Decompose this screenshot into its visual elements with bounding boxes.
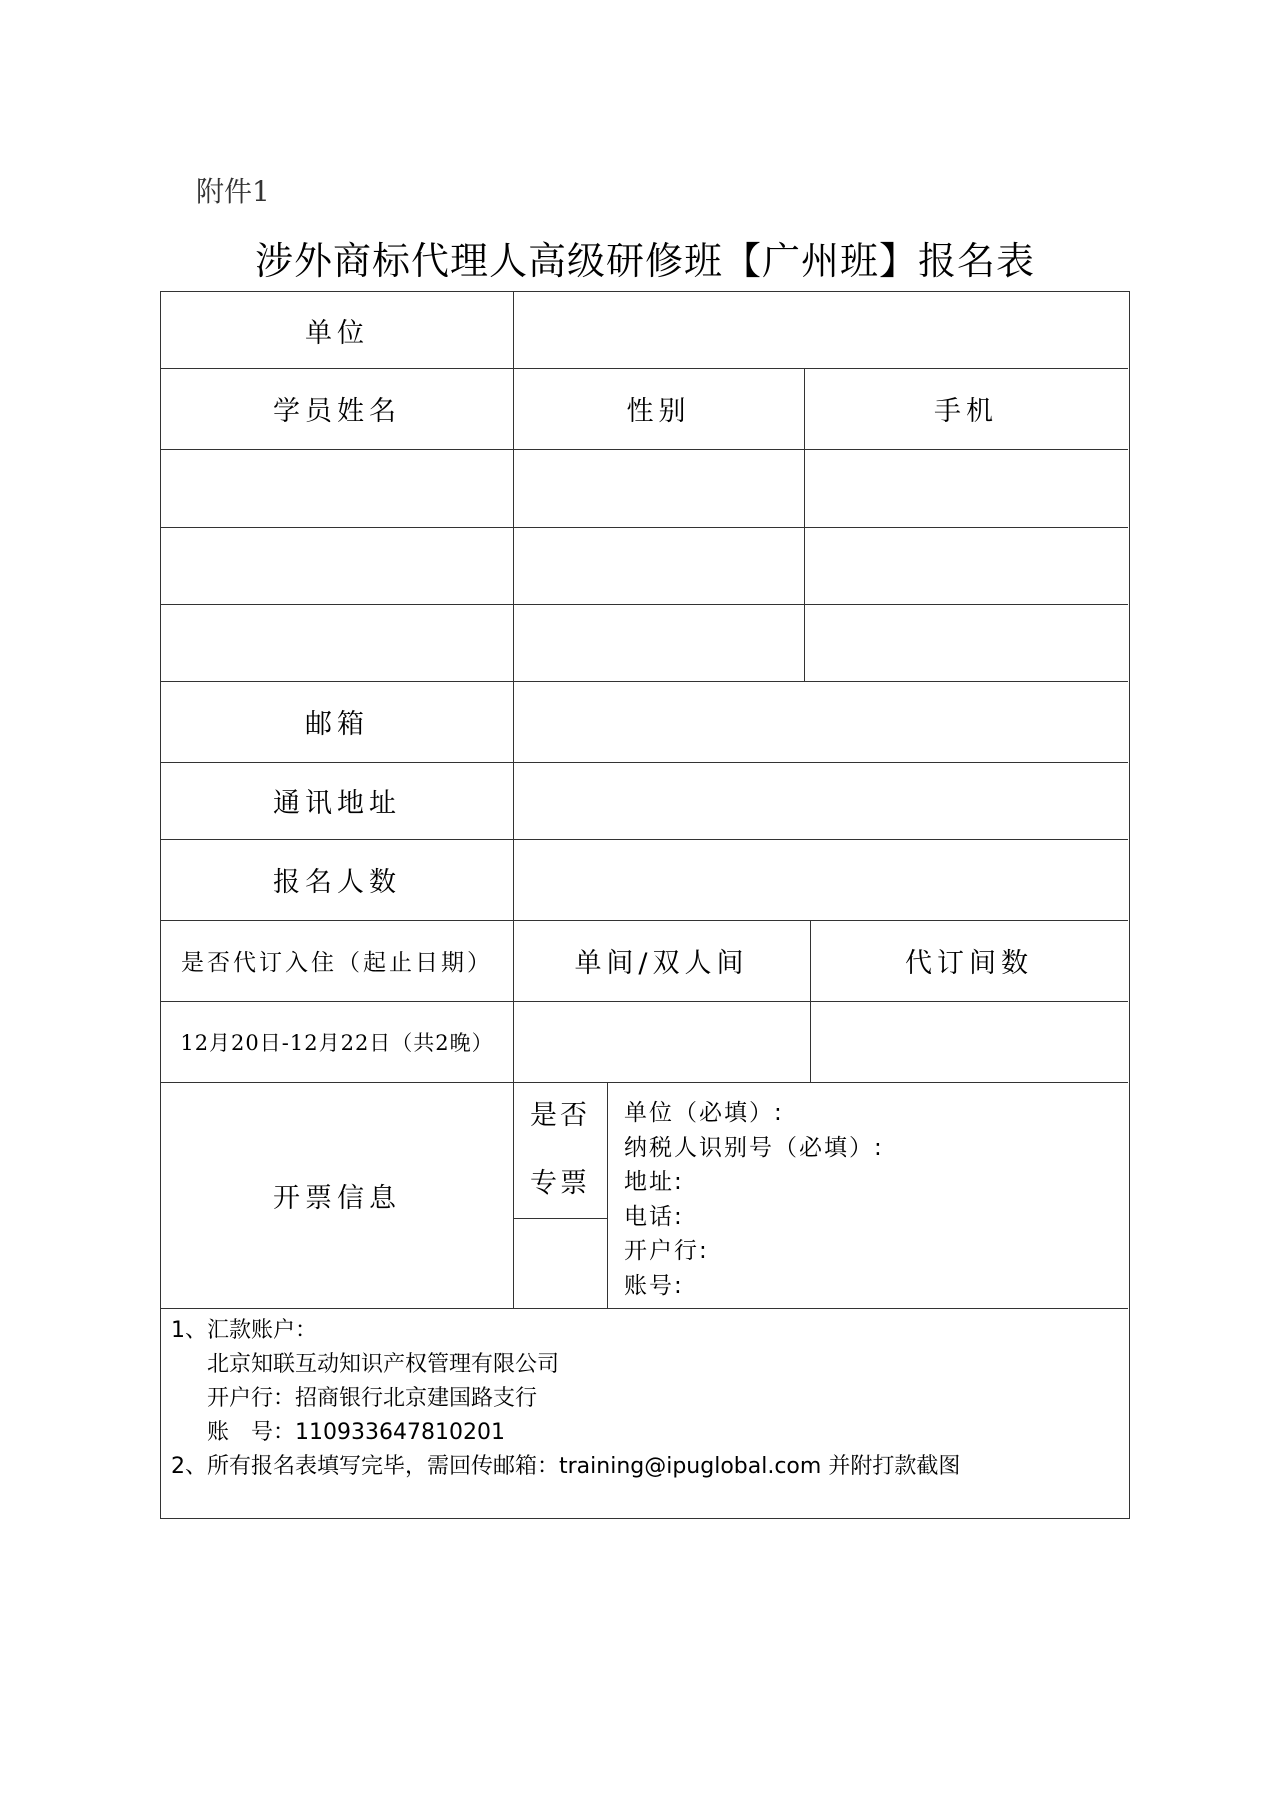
- invoice-bank-field[interactable]: 开户行:: [624, 1238, 709, 1264]
- invoice-fields: [624, 1096, 884, 1303]
- remit-title: 1、汇款账户：: [171, 1318, 317, 1343]
- room-type-header: 单间/双人间: [574, 948, 749, 979]
- gender-header: 性别: [626, 396, 691, 427]
- invoice-account-field[interactable]: 账号:: [624, 1272, 684, 1299]
- address-label: 通讯地址: [273, 788, 401, 819]
- invoice-tax-id-field[interactable]: 纳税人识别号（必填）:: [624, 1134, 884, 1161]
- invoice-address-field[interactable]: 地址:: [624, 1169, 684, 1195]
- special-invoice-field[interactable]: [513, 1218, 607, 1308]
- unit-label: 单位: [305, 317, 369, 349]
- headcount-label: 报名人数: [273, 867, 401, 898]
- lodging-dates: 12月20日-12月22日（共2晚）: [180, 1030, 494, 1055]
- invoice-unit-field[interactable]: 单位（必填）:: [624, 1100, 784, 1126]
- remit-bank: 开户行：招商银行北京建国路支行: [207, 1386, 538, 1411]
- student-name-field[interactable]: [161, 527, 513, 604]
- room-count-field[interactable]: [810, 1001, 1128, 1082]
- mobile-field[interactable]: [804, 527, 1128, 604]
- mobile-field[interactable]: [804, 449, 1128, 527]
- submit-note: 2、所有报名表填写完毕，需回传邮箱：training@ipuglobal.com 并附打款截图: [171, 1454, 961, 1479]
- special-invoice-line1: 是否: [530, 1100, 590, 1131]
- gender-field[interactable]: [513, 604, 804, 681]
- gender-field[interactable]: [513, 527, 804, 604]
- room-count-header: 代订间数: [905, 948, 1033, 979]
- student-name-field[interactable]: [161, 449, 513, 527]
- payment-notes: [171, 1314, 960, 1484]
- email-field[interactable]: [513, 681, 1128, 762]
- special-invoice-label: [513, 1082, 607, 1218]
- address-field[interactable]: [513, 762, 1128, 839]
- registration-form-table: [160, 291, 1130, 1519]
- headcount-field[interactable]: [513, 839, 1128, 920]
- mobile-field[interactable]: [804, 604, 1128, 681]
- remit-account: 账 号：110933647810201: [207, 1420, 505, 1445]
- invoice-phone-field[interactable]: 电话:: [624, 1203, 684, 1230]
- invoice-label: 开票信息: [273, 1182, 401, 1214]
- attachment-label: 附件1: [196, 175, 270, 208]
- unit-field[interactable]: [513, 292, 1128, 368]
- lodging-label: 是否代订入住（起止日期）: [181, 950, 493, 976]
- student-name-header: 学员姓名: [273, 396, 401, 427]
- form-title: 涉外商标代理人高级研修班【广州班】报名表: [254, 239, 1035, 283]
- student-name-field[interactable]: [161, 604, 513, 681]
- email-label: 邮箱: [305, 709, 369, 740]
- special-invoice-line2: 专票: [530, 1168, 590, 1199]
- room-type-field[interactable]: [513, 1001, 810, 1082]
- gender-field[interactable]: [513, 449, 804, 527]
- mobile-header: 手机: [934, 396, 998, 427]
- remit-company: 北京知联互动知识产权管理有限公司: [207, 1352, 560, 1377]
